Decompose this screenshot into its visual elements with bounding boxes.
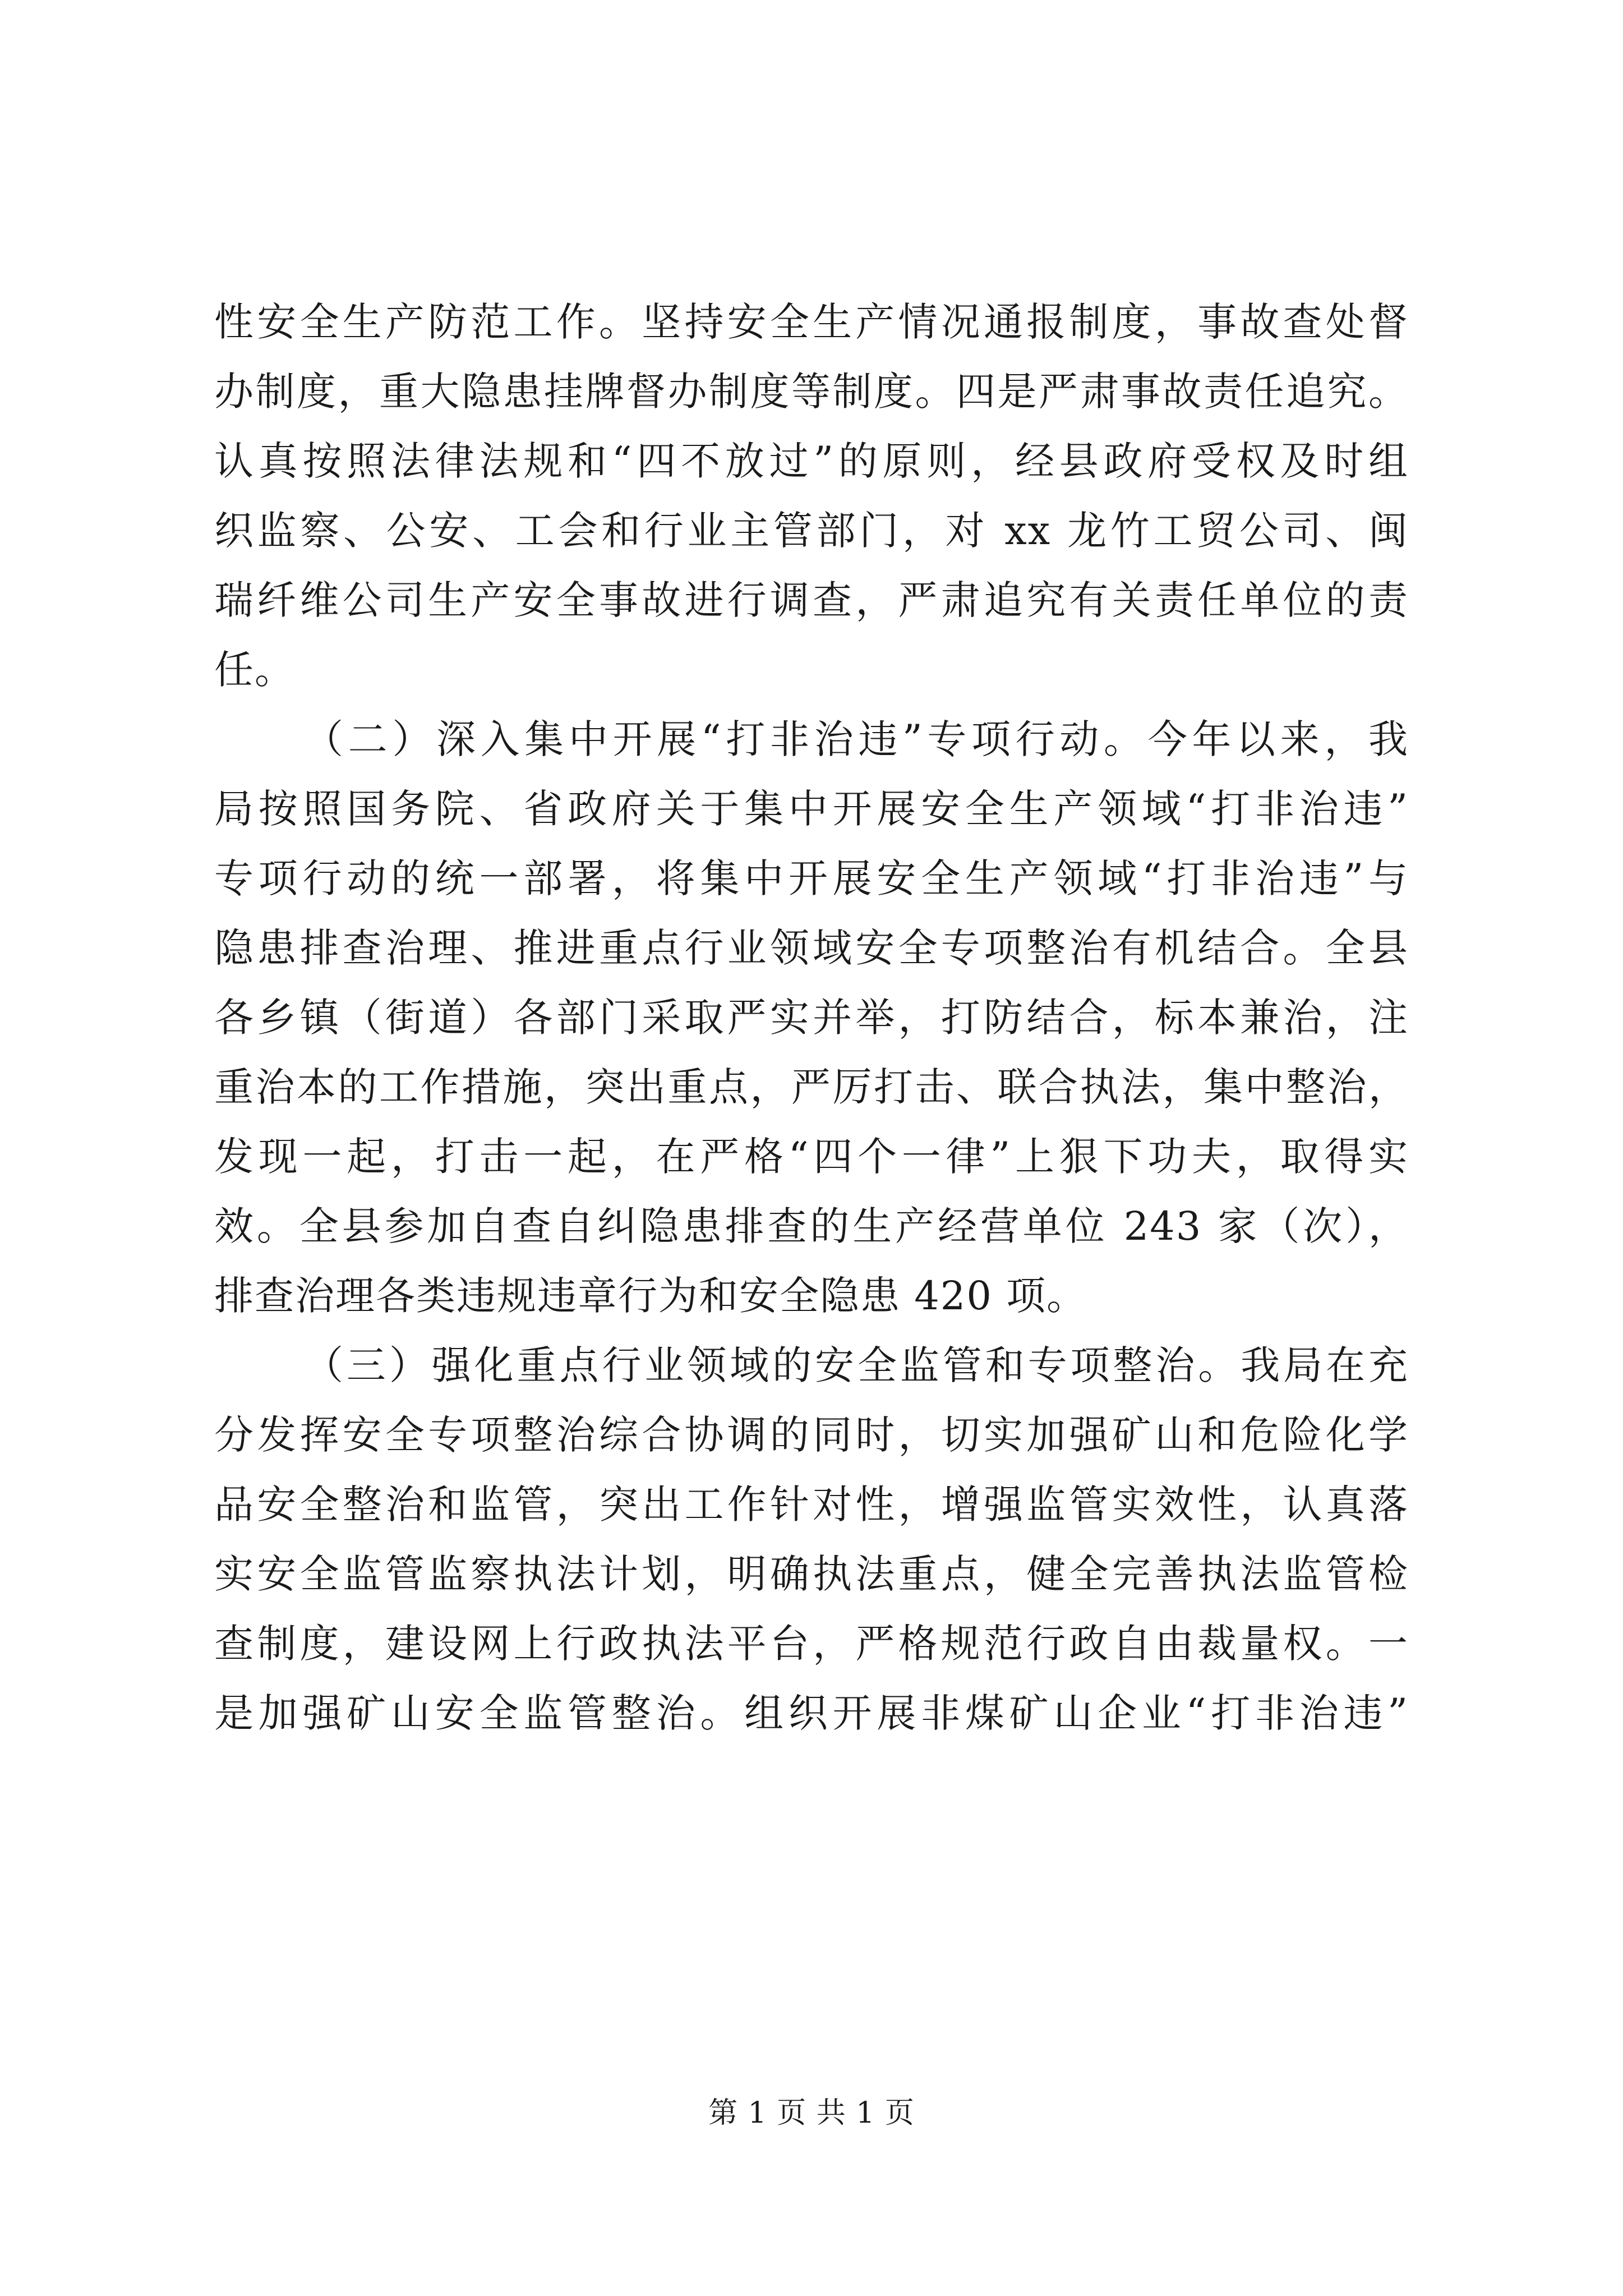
text-line: 效。全县参加自查自纠隐患排查的生产经营单位 243 家（次）， — [214, 1203, 1409, 1249]
text-line: 重治本的工作措施，突出重点，严厉打击、联合执法，集中整治， — [214, 1064, 1409, 1110]
text-line: 分发挥安全专项整治综合协调的同时，切实加强矿山和危险化学 — [214, 1412, 1409, 1458]
text-line: 各乡镇（街道）各部门采取严实并举，打防结合，标本兼治，注 — [214, 995, 1409, 1041]
text-line: 品安全整治和监管，突出工作针对性，增强监管实效性，认真落 — [214, 1481, 1409, 1527]
text-line: 办制度，重大隐患挂牌督办制度等制度。四是严肃事故责任追究。 — [214, 369, 1409, 415]
text-line: 查制度，建设网上行政执法平台，严格规范行政自由裁量权。一 — [214, 1621, 1409, 1667]
paragraph-first-line: （二）深入集中开展“打非治违”专项行动。今年以来，我 — [304, 716, 1409, 762]
text-line: 局按照国务院、省政府关于集中开展安全生产领域“打非治违” — [214, 786, 1409, 832]
text-line: 隐患排查治理、推进重点行业领域安全专项整治有机结合。全县 — [214, 925, 1409, 971]
text-line: 瑞纤维公司生产安全事故进行调查，严肃追究有关责任单位的责 — [214, 577, 1409, 623]
text-line: 排查治理各类违规违章行为和安全隐患 420 项。 — [214, 1273, 1087, 1319]
body-text — [214, 287, 1409, 1748]
page-footer: 第 1 页 共 1 页 — [708, 2096, 915, 2130]
text-line: 是加强矿山安全监管整治。组织开展非煤矿山企业“打非治违” — [214, 1690, 1409, 1736]
text-line: 专项行动的统一部署，将集中开展安全生产领域“打非治违”与 — [214, 855, 1409, 901]
text-line: 认真按照法律法规和“四不放过”的原则，经县政府受权及时组 — [214, 438, 1409, 484]
text-line: 发现一起，打击一起，在严格“四个一律”上狠下功夫，取得实 — [214, 1134, 1409, 1180]
text-line: 织监察、公安、工会和行业主管部门，对 xx 龙竹工贸公司、闽 — [214, 508, 1409, 554]
text-line: 实安全监管监察执法计划，明确执法重点，健全完善执法监管检 — [214, 1551, 1409, 1597]
text-line: 任。 — [214, 647, 295, 693]
text-line: 性安全生产防范工作。坚持安全生产情况通报制度，事故查处督 — [214, 299, 1409, 345]
paragraph-first-line: （三）强化重点行业领域的安全监管和专项整治。我局在充 — [304, 1342, 1409, 1388]
